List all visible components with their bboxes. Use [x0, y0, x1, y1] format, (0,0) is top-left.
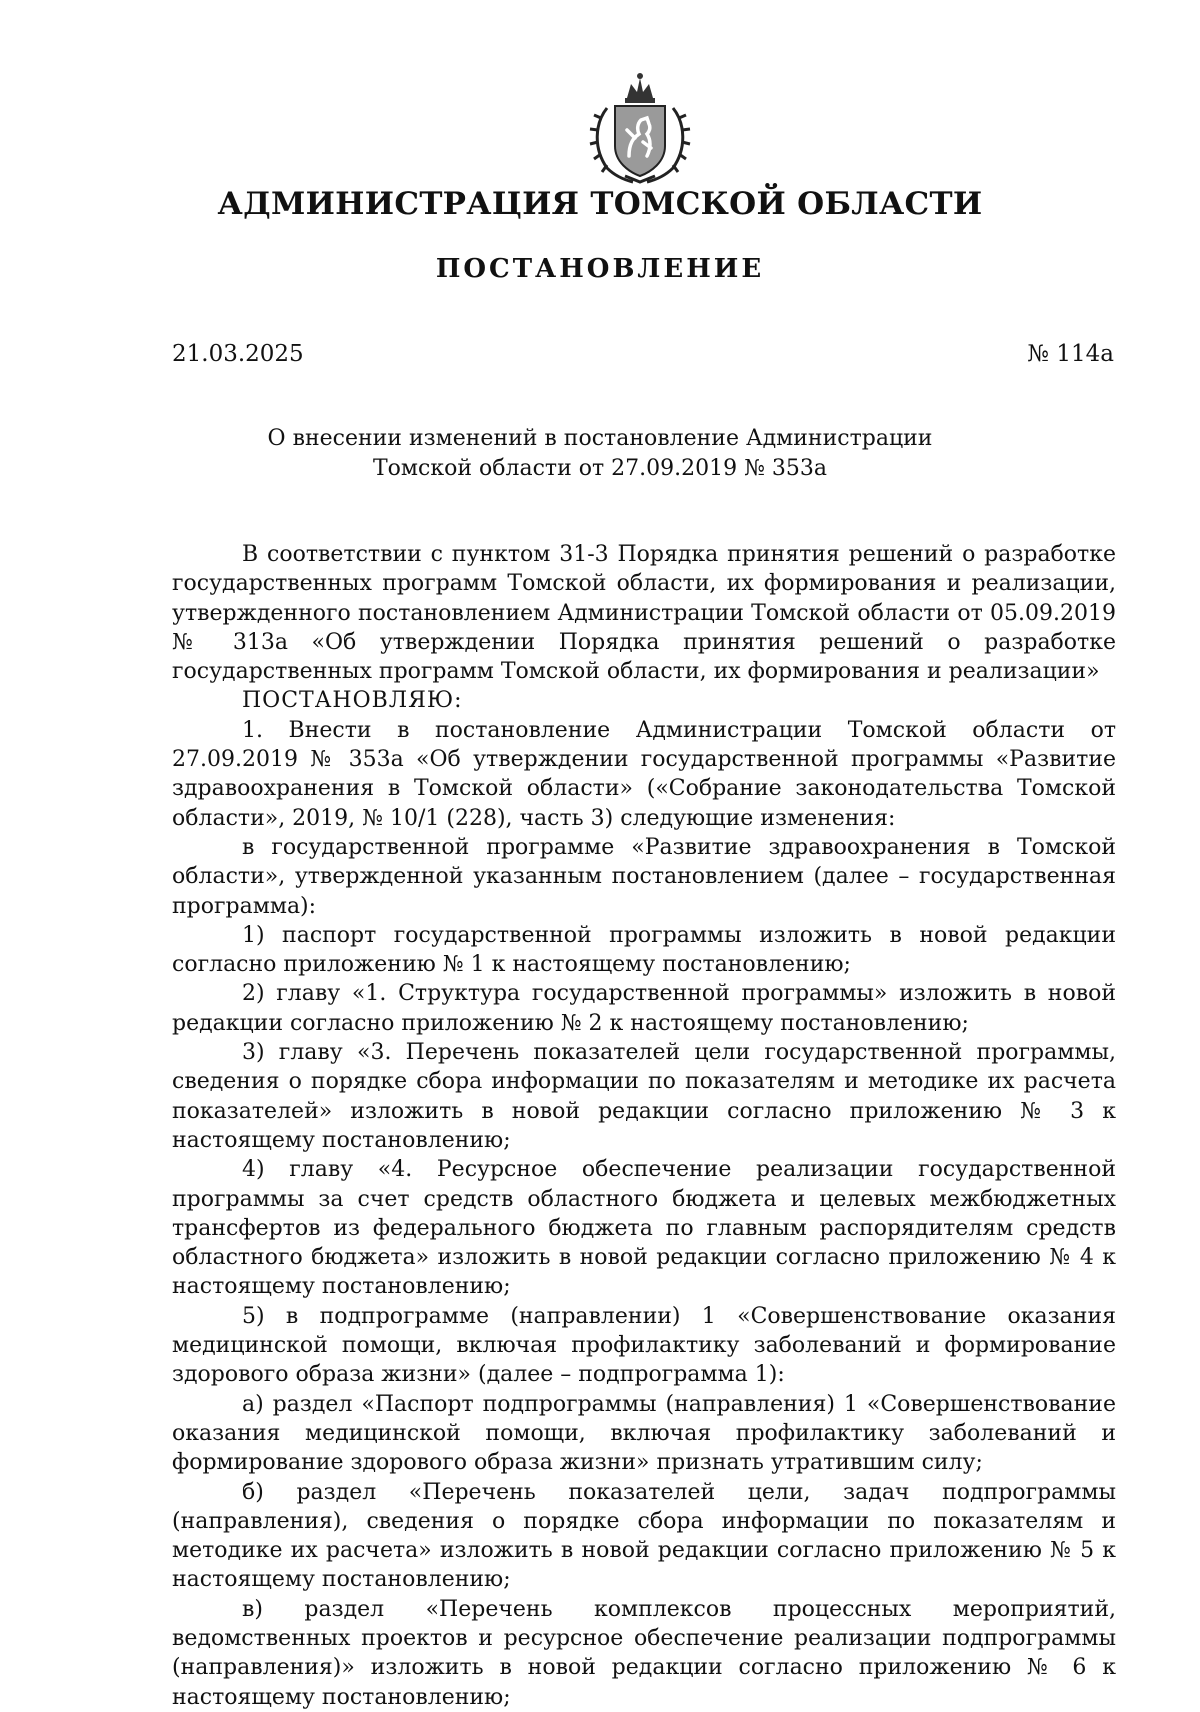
subject-line: О внесении изменений в постановление Администрации	[267, 426, 933, 451]
body-paragraph: 2) главу «1. Структура государственной программы» изложить в новой редакции согласно приложению № 2 к настоящему постановлению;	[172, 981, 1116, 1036]
preamble-paragraph: В соответствии с пунктом 31-3 Порядка принятия решений о разработке государственных программ Томской области, их формирования и реализации, утвержденного постановлением Администрации Томской области от 05.09.2019 № 313а «Об утверждении Порядка принятия решений о разработке государственных программ Томской области, их формирования и реализации»	[172, 542, 1116, 685]
document-body	[172, 540, 1116, 1712]
resolve-heading: ПОСТАНОВЛЯЮ:	[242, 688, 463, 714]
body-paragraph: 1) паспорт государственной программы изложить в новой редакции согласно приложению № 1 к настоящему постановлению;	[172, 922, 1116, 978]
body-paragraph: в) раздел «Перечень комплексов процессных мероприятий, ведомственных проектов и ресурсное обеспечение реализации подпрограммы (направления)» изложить в новой редакции согласно приложению № 6 к настоящему постановлению;	[172, 1596, 1116, 1710]
body-paragraph: 5) в подпрограмме (направлении) 1 «Совершенствование оказания медицинской помощи, включая профилактику заболеваний и формирование здорового образа жизни» (далее – подпрограмма 1):	[172, 1303, 1116, 1388]
subject-line: Томской области от 27.09.2019 № 353а	[372, 456, 828, 481]
body-paragraph: в государственной программе «Развитие здравоохранения в Томской области», утвержденной указанным постановлением (далее – государственная программа):	[172, 834, 1116, 919]
document-type-title: ПОСТАНОВЛЕНИЕ	[435, 254, 765, 284]
document-number: № 114а	[1027, 341, 1114, 367]
body-paragraph: 3) главу «3. Перечень показателей цели государственной программы, сведения о порядке сбора информации по показателям и методике их расчета показателей» изложить в новой редакции согласно приложению № 3 к настоящему постановлению;	[172, 1040, 1116, 1153]
document-subject	[0, 424, 1200, 484]
organization-title: АДМИНИСТРАЦИЯ ТОМСКОЙ ОБЛАСТИ	[217, 186, 983, 222]
body-paragraph: 1. Внести в постановление Администрации Томской области от 27.09.2019 № 353а «Об утверждении государственной программы «Развитие здравоохранения в Томской области» («Собрание законодательства Томской области», 2019, № 10/1 (228), часть 3) следующие изменения:	[172, 717, 1116, 831]
body-paragraph: а) раздел «Паспорт подпрограммы (направления) 1 «Совершенствование оказания медицинской помощи, включая профилактику заболеваний и формирование здорового образа жизни» признать утратившим силу;	[172, 1391, 1116, 1476]
document-date: 21.03.2025	[172, 341, 304, 367]
coat-of-arms-icon	[585, 68, 695, 186]
body-paragraph: 4) главу «4. Ресурсное обеспечение реализации государственной программы за счет средств областного бюджета и целевых межбюджетных трансфертов из федерального бюджета по главным распорядителям средств областного бюджета» изложить в новой редакции согласно приложению № 4 к настоящему постановлению;	[172, 1157, 1116, 1300]
body-paragraph: б) раздел «Перечень показателей цели, задач подпрограммы (направления), сведения о порядке сбора информации по показателям и методике их расчета» изложить в новой редакции согласно приложению № 5 к настоящему постановлению;	[172, 1479, 1116, 1593]
